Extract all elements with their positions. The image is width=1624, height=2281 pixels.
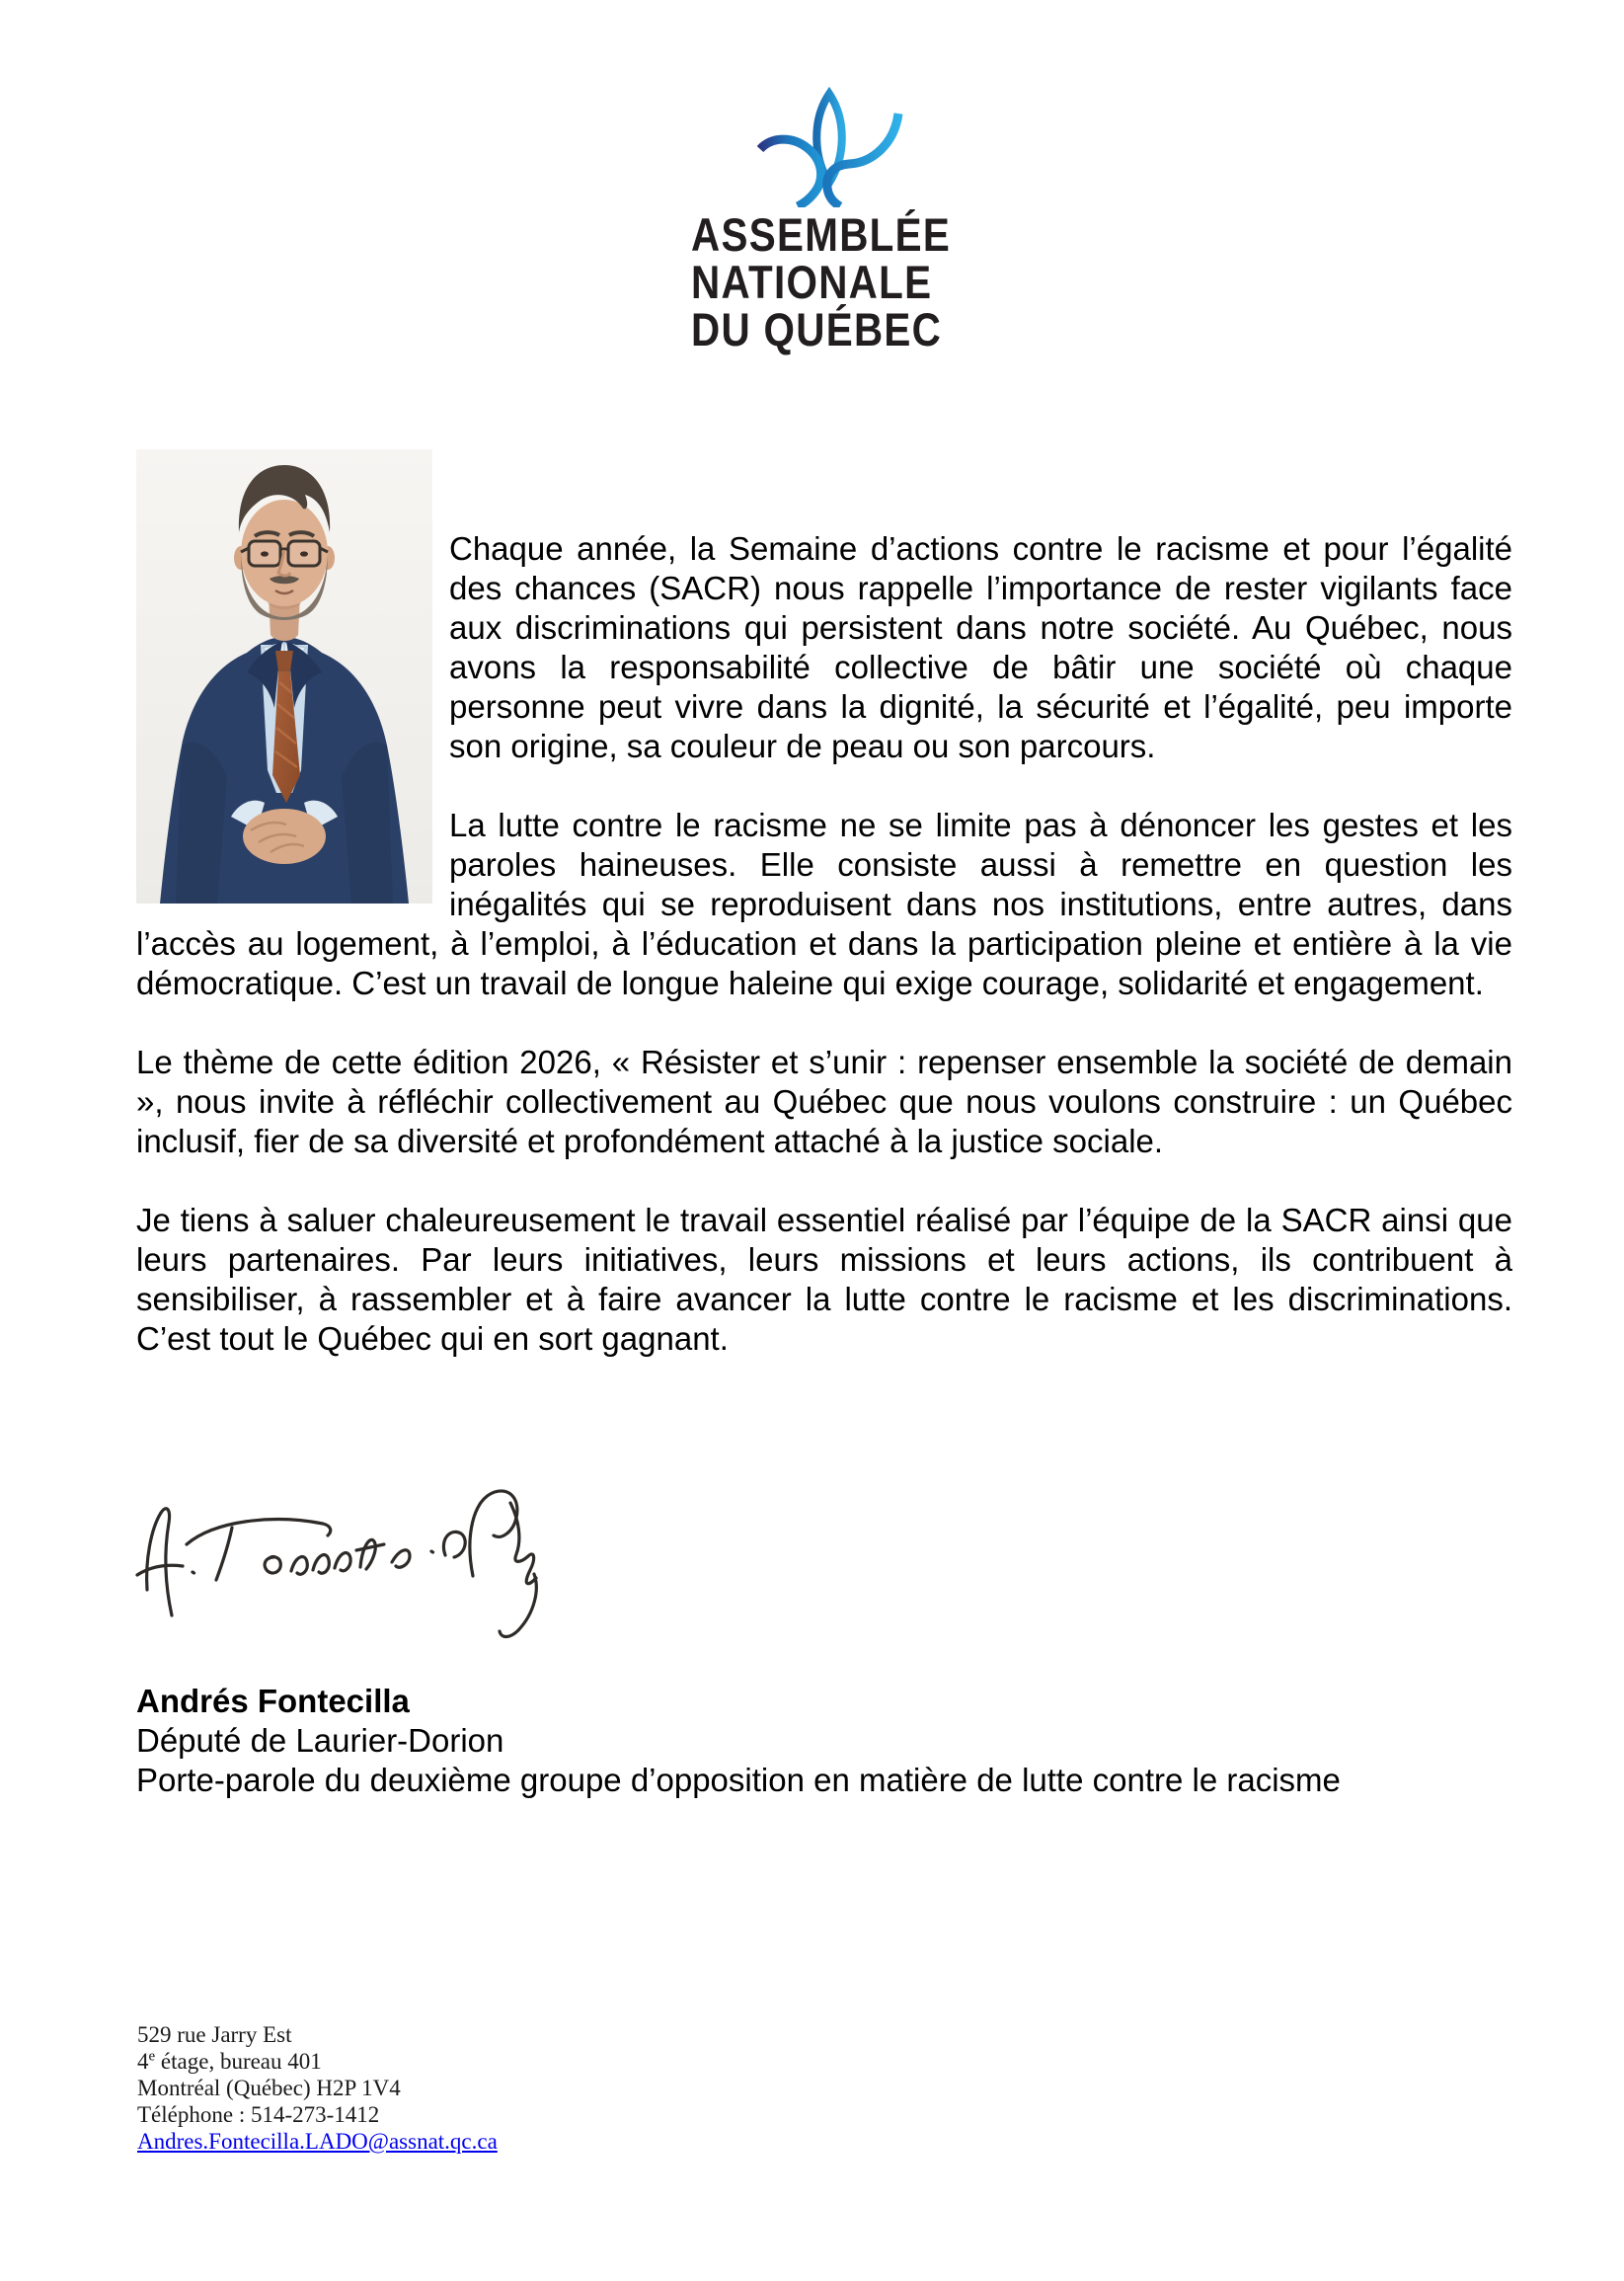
address-line-1: 529 rue Jarry Est — [137, 2022, 292, 2047]
anq-logo — [0, 0, 1624, 449]
address-line-2 — [137, 2048, 498, 2075]
email-link[interactable]: Andres.Fontecilla.LADO@assnat.qc.ca — [137, 2129, 498, 2154]
signer-role: Porte-parole du deuxième groupe d’opposition en matière de lutte contre le racisme — [136, 1762, 1341, 1798]
logo-wordmark — [691, 208, 993, 355]
address-line-2-rest: étage, bureau 401 — [155, 2049, 322, 2074]
paragraph-1: Chaque année, la Semaine d’actions contre le racisme et pour l’égalité des chances (SACR) nous rappelle l’importance de rester vigilants face aux discriminations qui persistent dans notre société. Au Québec, nous avons la responsabilité collective de bâtir une société où chaque personne peut vivre dans la dignité, la sécurité et l’égalité, peu importe son origine, sa couleur de peau ou son parcours. — [449, 530, 1512, 764]
signer-block — [136, 1682, 1341, 1800]
paragraph-2: La lutte contre le racisme ne se limite pas à dénoncer les gestes et les paroles haineuses. Elle consiste aussi à remettre en question les inégalités qui se reproduisent dans nos institutions, entre autres, dans l’accès au logement, à l’emploi, à l’éducation et dans la participation pleine et entière à la vie démocratique. C’est un travail de longue haleine qui exige courage, solidarité et engagement. — [136, 807, 1512, 1001]
signer-name: Andrés Fontecilla — [136, 1683, 410, 1719]
signature-image — [123, 1479, 578, 1652]
wordmark-line-3: DU QUÉBEC — [691, 303, 943, 355]
signer-title: Député de Laurier-Dorion — [136, 1722, 504, 1759]
portrait-photo — [136, 449, 432, 904]
email-line — [137, 2128, 498, 2155]
wordmark-line-1: ASSEMBLÉE — [691, 208, 952, 261]
wordmark-line-2: NATIONALE — [691, 256, 933, 308]
fleur-de-lis-icon — [753, 87, 905, 207]
paragraph-3: Le thème de cette édition 2026, « Résister et s’unir : repenser ensemble la société de demain », nous invite à réfléchir collectivement au Québec que nous voulons construire : un Québec inclusif, fier de sa diversité et profondément attaché à la justice sociale. — [136, 1044, 1512, 1159]
footer-address — [137, 2021, 498, 2155]
address-line-2-number: 4 — [137, 2049, 149, 2074]
address-line-3: Montréal (Québec) H2P 1V4 — [137, 2076, 401, 2100]
letter-body — [136, 449, 1512, 1359]
address-line-2-sup: e — [148, 2048, 156, 2065]
phone-line: Téléphone : 514-273-1412 — [137, 2102, 380, 2127]
paragraph-4: Je tiens à saluer chaleureusement le travail essentiel réalisé par l’équipe de la SACR ainsi que leurs partenaires. Par leurs initiatives, leurs missions et leurs actions, ils contribuent à sensibiliser, à rassembler et à faire avancer la lutte contre le racisme et les discriminations. C’est tout le Québec qui en sort gagnant. — [136, 1202, 1512, 1357]
